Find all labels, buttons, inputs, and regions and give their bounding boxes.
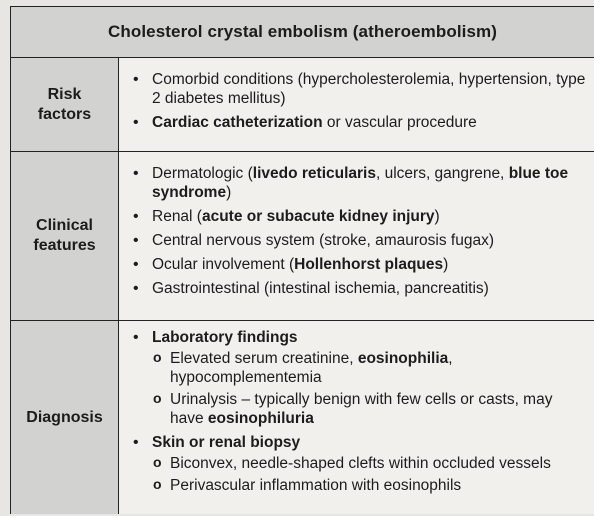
sub-list-item [152,349,586,387]
renal-text: Renal ( [152,208,202,225]
label-risk-line2: factors [37,105,92,123]
ocular-text-2: ) [443,256,449,273]
risk-cath-bold: Cardiac catheterization [152,114,323,131]
list-item [119,207,586,226]
label-clinical-features [11,152,119,320]
label-risk-factors [11,58,119,151]
biopsy2-text: Perivascular inflammation with eosinophils [170,477,462,494]
table [10,6,594,514]
list-item [119,279,586,298]
ocular-hollenhorst: Hollenhorst plaques [294,256,444,273]
biopsy1-text: Biconvex, needle-shaped clefts within occluded vessels [170,455,551,472]
table-title: Cholesterol crystal embolism (atheroembolism) [11,7,594,58]
cns-text: Central nervous system (stroke, amaurosis fugax) [152,232,494,249]
lab2-text: Urinalysis – typically benign with few cells or casts, may have [170,391,553,427]
list-item [119,113,586,132]
sub-list-item [152,454,586,473]
content-risk-factors [119,58,594,151]
sub-list-item [152,476,586,495]
list-item [119,164,586,202]
label-diagnosis: Diagnosis [11,321,119,514]
row-clinical-features [11,152,594,321]
lab1-text-2: , hypocomplementemia [170,350,453,386]
gi-text: Gastrointestinal (intestinal ischemia, pancreatitis) [152,280,489,297]
list-item [119,70,586,108]
row-risk-factors [11,58,594,152]
risk-cath-rest: or vascular procedure [322,114,477,131]
list-item [119,328,586,428]
renal-text-2: ) [434,208,440,225]
renal-aki: acute or subacute kidney injury [201,208,435,225]
row-diagnosis [11,321,594,514]
list-item [119,433,586,495]
derm-blue-toe: blue toe syndrome [152,165,569,201]
biopsy-title: Skin or renal biopsy [152,434,301,451]
derm-text: Dermatologic ( [152,165,253,182]
lab1-text: Elevated serum creatinine, [170,350,358,367]
list-item [119,255,586,274]
content-clinical-features [119,152,594,320]
lab-findings-title: Laboratory findings [152,329,298,346]
lab1-eosinophilia: eosinophilia [357,350,449,367]
lab2-eosinophiluria: eosinophiluria [207,410,314,427]
derm-text-3: ) [226,184,232,201]
ocular-text: Ocular involvement ( [152,256,295,273]
label-clinical-line1: Clinical [36,217,93,234]
label-risk-line1: Risk [47,85,82,103]
derm-livedo: livedo reticularis [252,165,376,182]
content-diagnosis [119,321,594,514]
sub-list-item [152,390,586,428]
derm-text-2: , ulcers, gangrene, [375,165,509,182]
risk-comorbid: Comorbid conditions (hypercholesterolemia, hypertension, type 2 diabetes mellitus) [152,71,586,107]
list-item [119,231,586,250]
label-clinical-line2: features [33,237,96,254]
